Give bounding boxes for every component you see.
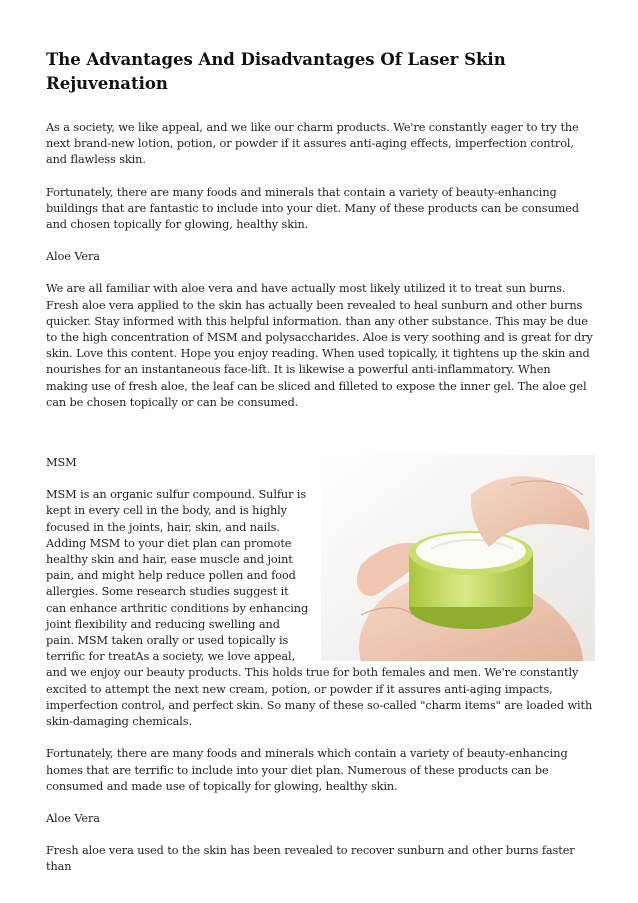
paragraph-msm: MSM is an organic sulfur compound. Sulfur is kept in every cell in the body, and is highly focused in the joints, hair, skin, and nails. Adding MSM to your diet plan can promote healthy skin and hair, ease muscle and joint pain, and might help reduce pollen and food allergies. Some research studies suggest it can enhance arthritic conditions by enhancing joint flexibility and reducing swelling and pain. MSM taken orally or used topically is terrific for treatAs a society, we love appeal, and we enjoy our beauty products. This holds true for both females and men. We're constantly excited to attempt the next new cream, potion, or powder if it assures anti-aging impacts, imperfection control, and perfect skin. So many of these so-called "charm items" are loaded with skin-damaging chemicals. bbox=[46, 488, 593, 729]
paragraph-aloe-vera-2: Fresh aloe vera used to the skin has been revealed to recover sunburn and other burns faster than bbox=[46, 844, 575, 874]
paragraph-intro: As a society, we like appeal, and we like our charm products. We're constantly eager to try the next brand-new lotion, potion, or powder if it assures anti-aging effects, imperfection control, and flawless skin. bbox=[46, 121, 579, 167]
heading-aloe-vera: Aloe Vera bbox=[46, 250, 100, 264]
paragraph-foods: Fortunately, there are many foods and minerals that contain a variety of beauty-enhancing buildings that are fantastic to include into your diet. Many of these products can be consumed and chosen topically for glowing, healthy skin. bbox=[46, 185, 580, 232]
hands-with-cream-jar-image bbox=[321, 455, 595, 661]
cream-jar-photo bbox=[321, 455, 595, 661]
heading-msm: MSM bbox=[46, 456, 77, 470]
paragraph-aloe-vera: We are all familiar with aloe vera and have actually most likely utilized it to treat sun burns. Fresh aloe vera applied to the skin has actually been revealed to heal sunburn and other burns quicker. Stay informed with this helpful information. than any other substance. This may be due to the high concentration of MSM and polysaccharides. Aloe is very soothing and is great for dry skin. Love this content. Hope you enjoy reading. When used topically, it tightens up the skin and nourishes for an instantaneous face-lift. It is likewise a powerful anti-inflammatory. When making use of fresh aloe, the leaf can be sliced and filleted to expose the inner gel. The aloe gel can be chosen topically or can be consumed. bbox=[46, 282, 593, 409]
document-page bbox=[46, 48, 594, 876]
page-title: The Advantages And Disadvantages Of Laser Skin Rejuvenation bbox=[46, 50, 506, 93]
paragraph-foods-2: Fortunately, there are many foods and minerals which contain a variety of beauty-enhancing homes that are terrific to include into your diet plan. Numerous of these products can be consumed and made use of topically for glowing, healthy skin. bbox=[46, 747, 568, 793]
msm-section bbox=[46, 455, 594, 875]
heading-aloe-vera-2: Aloe Vera bbox=[46, 811, 100, 825]
